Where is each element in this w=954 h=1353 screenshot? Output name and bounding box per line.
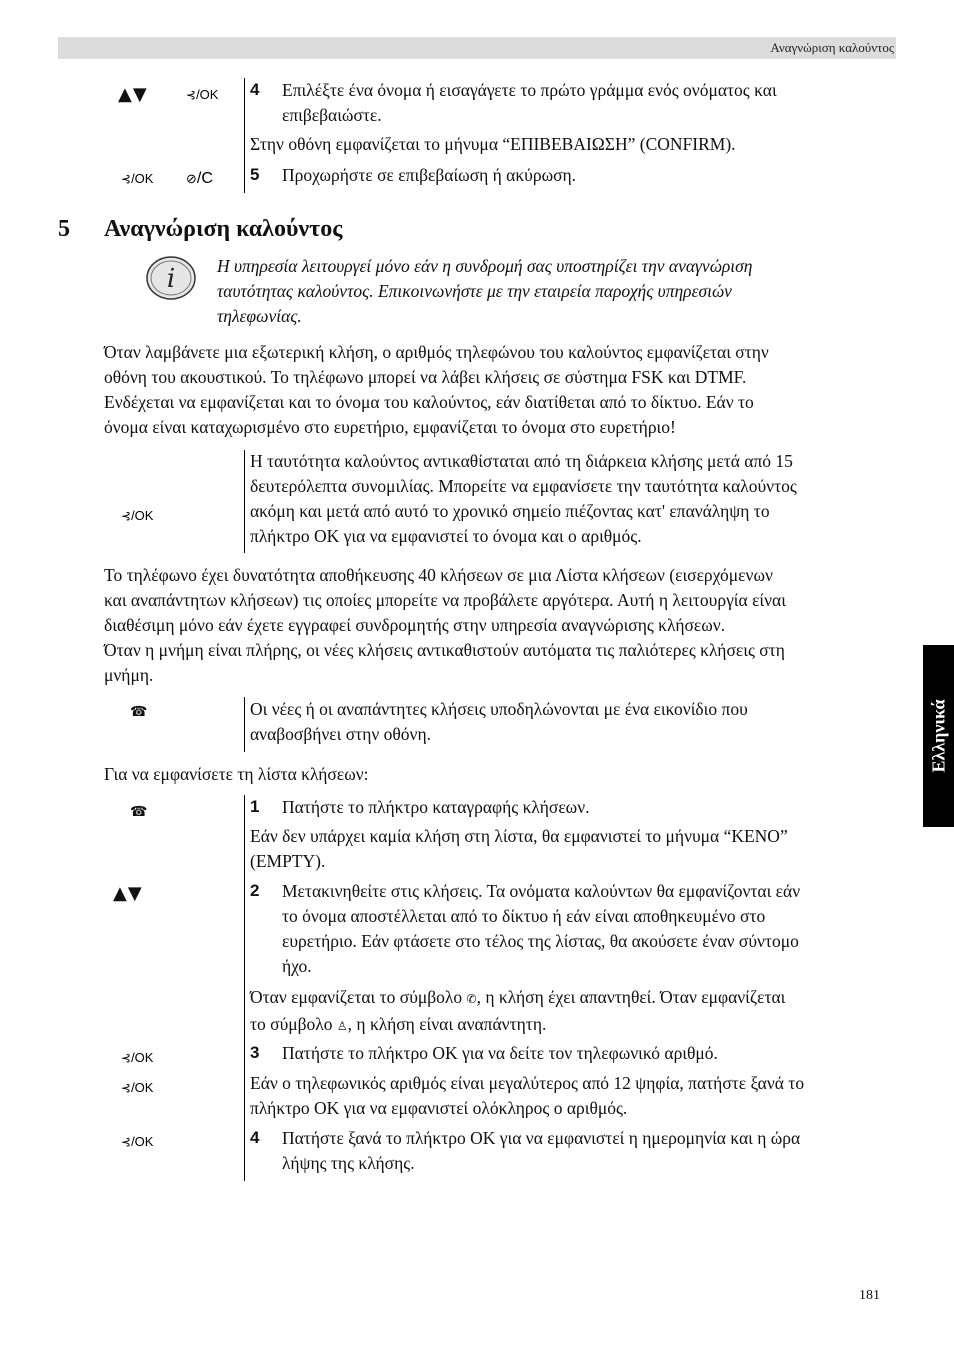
body-text: Όταν η μνήμη είναι πλήρης, οι νέες κλήσεις αντικαθιστούν αυτόματα τις παλιότερες κλήσεις στη — [104, 640, 785, 660]
step-number: 4 — [250, 80, 260, 99]
ok-key-icon: ⊰/OK — [121, 171, 154, 186]
body-text: πλήκτρο OK για να εμφανιστεί το όνομα και ο αριθμός. — [250, 526, 642, 546]
step-text: Πατήστε ξανά το πλήκτρο OK για να εμφανιστεί η ημερομηνία και η ώρα — [282, 1128, 801, 1148]
step-text: το όνομα αποστέλλεται από το δίκτυο ή εάν είναι αποθηκευμένο στο — [282, 906, 766, 926]
column-divider — [244, 795, 245, 1181]
step-text: Προχωρήστε σε επιβεβαίωση ή ακύρωση. — [282, 165, 577, 185]
step-number: 5 — [250, 165, 260, 184]
body-text: και αναπάντητων κλήσεων) τις οποίες μπορείτε να προβάλετε αργότερα. Αυτή η λειτουργία είναι — [104, 590, 786, 610]
section-number: 5 — [58, 216, 70, 242]
body-text: αναβοσβήνει στην οθόνη. — [250, 724, 431, 744]
step-note: Εάν ο τηλεφωνικός αριθμός είναι μεγαλύτερος από 12 ψηφία, πατήστε ξανά το — [250, 1073, 805, 1093]
confirm-message: Στην οθόνη εμφανίζεται το μήνυμα “ΕΠΙΒΕΒΑΙΩΣΗ” (CONFIRM). — [250, 134, 736, 154]
step-text: Μετακινηθείτε στις κλήσεις. Τα ονόματα καλούντων θα εμφανίζονται εάν — [282, 881, 801, 901]
body-text: ακόμη και μετά από αυτό το χρονικό σημείο πιέζοντας κατ' επανάληψη το — [250, 501, 770, 521]
body-text: Το τηλέφωνο έχει δυνατότητα αποθήκευσης 40 κλήσεων σε μια Λίστα κλήσεων (εισερχόμενων — [104, 565, 773, 585]
body-text: Ενδέχεται να εμφανίζεται και το όνομα του καλούντος, εάν διατίθεται από το δίκτυο. Εάν το — [104, 392, 754, 412]
call-log-key-icon: ☎ — [130, 704, 148, 720]
step-text: ευρετήριο. Εάν φτάσετε στο τέλος της λίστας, θα ακούσετε έναν σύντομο — [282, 931, 799, 951]
note-text: ταυτότητας καλούντος. Επικοινωνήστε με την εταιρεία παροχής υπηρεσιών — [217, 281, 732, 301]
step-number: 2 — [250, 881, 260, 900]
step-number: 4 — [250, 1128, 260, 1147]
note-text: τηλεφωνίας. — [217, 306, 302, 326]
up-down-arrows-icon: ▲▼ — [118, 84, 148, 105]
body-text: Όταν λαμβάνετε μια εξωτερική κλήση, ο αριθμός τηλεφώνου του καλούντος εμφανίζεται στην — [104, 342, 769, 362]
step-text: Επιλέξτε ένα όνομα ή εισαγάγετε το πρώτο γράμμα ενός ονόματος και — [282, 80, 777, 100]
call-log-key-icon: ☎ — [130, 804, 148, 820]
svg-text:i: i — [166, 264, 176, 294]
column-divider — [244, 78, 245, 193]
step-note: το σύμβολο ♙, η κλήση είναι αναπάντητη. — [250, 1014, 547, 1034]
body-text: διαθέσιμη μόνο εάν έχετε εγγραφεί συνδρομητής στην υπηρεσία αναγνώρισης κλήσεων. — [104, 615, 726, 635]
cancel-key-icon: ⊘/C — [186, 170, 213, 187]
body-text: όνομα είναι καταχωρισμένο στο ευρετήριο, εμφανίζεται το όνομα στο ευρετήριο! — [104, 417, 676, 437]
step-note: πλήκτρο OK για να εμφανιστεί ολόκληρος ο αριθμός. — [250, 1098, 628, 1118]
body-text: μνήμη. — [104, 665, 154, 685]
note-text: Η υπηρεσία λειτουργεί μόνο εάν η συνδρομή σας υποστηρίζει την αναγνώριση — [217, 256, 753, 276]
missed-call-icon: ♙ — [336, 1019, 348, 1033]
ok-key-icon: ⊰/OK — [186, 87, 219, 102]
step-text: ήχο. — [282, 956, 312, 976]
step-text: επιβεβαιώστε. — [282, 105, 382, 125]
column-divider — [244, 450, 245, 553]
body-text: Για να εμφανίσετε τη λίστα κλήσεων: — [104, 764, 369, 784]
language-tab-label: Ελληνικά — [928, 699, 948, 773]
step-note: Όταν εμφανίζεται το σύμβολο ✆, η κλήση έχει απαντηθεί. Όταν εμφανίζεται — [250, 987, 786, 1007]
up-down-arrows-icon: ▲▼ — [113, 883, 143, 904]
answered-call-icon: ✆ — [466, 992, 477, 1006]
step-text: Πατήστε το πλήκτρο OK για να δείτε τον τηλεφωνικό αριθμό. — [282, 1043, 718, 1063]
step-number: 3 — [250, 1043, 260, 1062]
section-title: Αναγνώριση καλούντος — [104, 216, 343, 242]
body-text: οθόνη του ακουστικού. Το τηλέφωνο μπορεί να λάβει κλήσεις σε σύστημα FSK και DTMF. — [104, 367, 747, 387]
ok-key-icon: ⊰/OK — [121, 1134, 154, 1149]
body-text: Οι νέες ή οι αναπάντητες κλήσεις υποδηλώνονται με ένα εικονίδιο που — [250, 699, 748, 719]
step-note: (EMPTY). — [250, 851, 326, 871]
ok-key-icon: ⊰/OK — [121, 508, 154, 523]
ok-key-icon: ⊰/OK — [121, 1080, 154, 1095]
step-text: Πατήστε το πλήκτρο καταγραφής κλήσεων. — [282, 797, 590, 817]
info-icon — [145, 255, 197, 301]
running-header: Αναγνώριση καλούντος — [770, 40, 894, 55]
page-number: 181 — [859, 1288, 880, 1303]
step-note: Εάν δεν υπάρχει καμία κλήση στη λίστα, θα εμφανιστεί το μήνυμα “KENO” — [250, 826, 788, 846]
language-tab — [923, 645, 954, 827]
body-text: δευτερόλεπτα συνομιλίας. Μπορείτε να εμφανίσετε την ταυτότητα καλούντος — [250, 476, 797, 496]
step-number: 1 — [250, 797, 260, 816]
ok-key-icon: ⊰/OK — [121, 1050, 154, 1065]
body-text: Η ταυτότητα καλούντος αντικαθίσταται από τη διάρκεια κλήσης μετά από 15 — [250, 451, 793, 471]
step-text: λήψης της κλήσης. — [282, 1153, 415, 1173]
column-divider — [244, 697, 245, 752]
